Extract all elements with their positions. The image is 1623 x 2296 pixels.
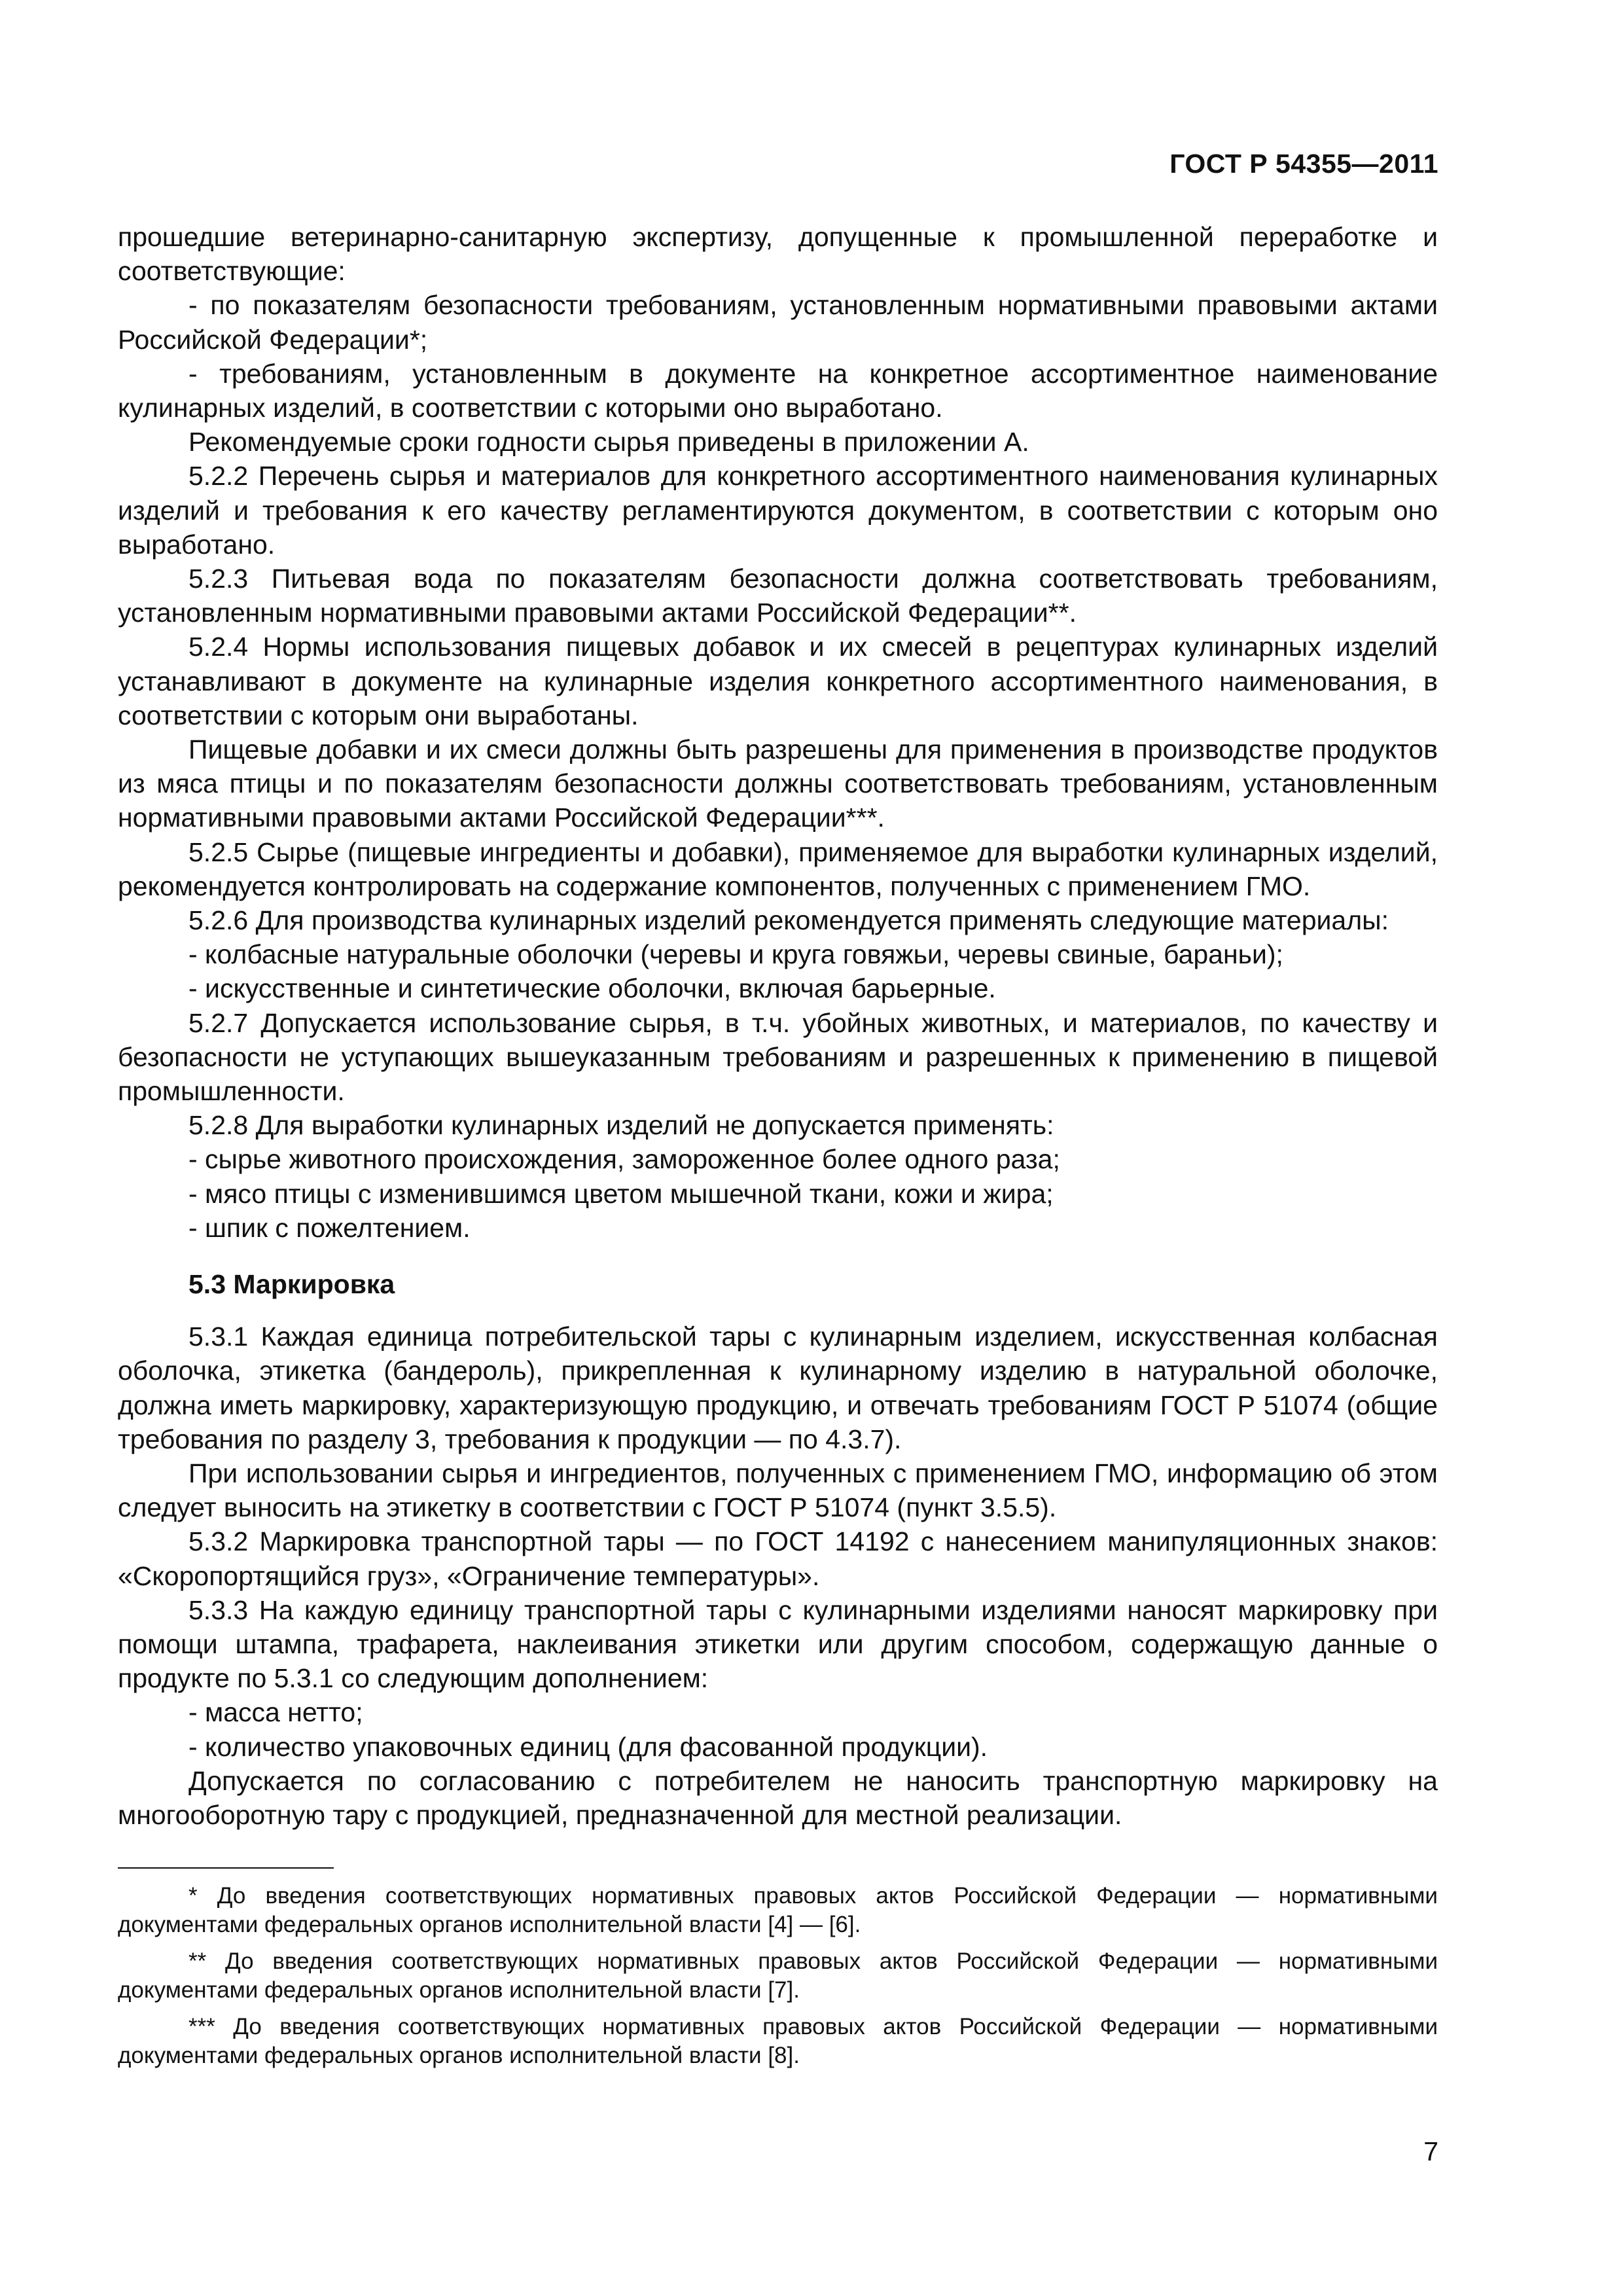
clause-5-2-3: 5.2.3 Питьевая вода по показателям безопасности должна соответствовать требованиям, установленным нормативными правовыми актами Российской Федерации**. bbox=[118, 564, 1438, 628]
footnote-2: ** До введения соответствующих нормативных правовых актов Российской Федерации — нормативными документами федеральных органов исполнительной власти [7]. bbox=[118, 1948, 1438, 2003]
clause-5-2-8: 5.2.8 Для выработки кулинарных изделий не допускается применять: bbox=[188, 1110, 1054, 1141]
clause-5-3-3: 5.3.3 На каждую единицу транспортной тары с кулинарными изделиями наносят маркировку при помощи штампа, трафарета, наклеивания этикетки или другим способом, содержащую данные о продукте по 5.3.1 со следующим дополнением: bbox=[118, 1594, 1438, 1694]
clause-5-2-4: 5.2.4 Нормы использования пищевых добавок и их смесей в рецептурах кулинарных изделий устанавливают в документе на кулинарные изделия конкретного ассортиментного наименования, в соответствии с которым они выработаны. bbox=[118, 632, 1438, 730]
list-item: - по показателям безопасности требованиям, установленным нормативными правовыми актами Российской Федерации*; bbox=[118, 290, 1438, 355]
list-item: - сырье животного происхождения, замороженное более одного раза; bbox=[188, 1144, 1060, 1175]
list-item: - масса нетто; bbox=[188, 1697, 363, 1728]
footnote-separator bbox=[118, 1867, 334, 1869]
clause-5-3-2: 5.3.2 Маркировка транспортной тары — по ГОСТ 14192 с нанесением манипуляционных знаков: «Скоропортящийся груз», «Ограничение температуры». bbox=[118, 1526, 1438, 1591]
list-item: - колбасные натуральные оболочки (черевы и круга говяжьи, черевы свиные, бараньи); bbox=[188, 939, 1283, 970]
clause-5-3-1: 5.3.1 Каждая единица потребительской тары с кулинарным изделием, искусственная колбасная оболочка, этикетка (бандероль), прикрепленная к кулинарному изделию в натуральной оболочке, должна иметь маркировку, характеризующую продукцию, и отвечать требованиям ГОСТ Р 51074 (общие требования по разделу 3, требования к продукции — по 4.3.7). bbox=[118, 1321, 1438, 1454]
clause-5-2-7: 5.2.7 Допускается использование сырья, в т.ч. убойных животных, и материалов, по качеству и безопасности не уступающих вышеуказанным требованиям и разрешенных к применению в пищевой промышленности. bbox=[118, 1007, 1438, 1107]
clause-5-2-2: 5.2.2 Перечень сырья и материалов для конкретного ассортиментного наименования кулинарных изделий и требования к его качеству регламентируются документом, в соответствии с которым оно выработано. bbox=[118, 461, 1438, 560]
paragraph: При использовании сырья и ингредиентов, полученных с применением ГМО, информацию об этом следует выносить на этикетку в соответствии с ГОСТ Р 51074 (пункт 3.5.5). bbox=[118, 1458, 1438, 1523]
footnote-3: *** До введения соответствующих нормативных правовых актов Российской Федерации — нормативными документами федеральных органов исполнительной власти [8]. bbox=[118, 2014, 1438, 2069]
footnote-1: * До введения соответствующих нормативных правовых актов Российской Федерации — нормативными документами федеральных органов исполнительной власти [4] — [6]. bbox=[118, 1883, 1438, 1938]
paragraph: Допускается по согласованию с потребителем не наносить транспортную маркировку на многооборотную тару с продукцией, предназначенной для местной реализации. bbox=[118, 1765, 1438, 1830]
clause-5-2-5: 5.2.5 Сырье (пищевые ингредиенты и добавки), применяемое для выработки кулинарных изделий, рекомендуется контролировать на содержание компонентов, полученных с применением ГМО. bbox=[118, 836, 1438, 901]
page-header-standard-id: ГОСТ Р 54355—2011 bbox=[1169, 149, 1438, 179]
list-item: - мясо птицы с изменившимся цветом мышечной ткани, кожи и жира; bbox=[188, 1178, 1054, 1209]
paragraph: прошедшие ветеринарно-санитарную экспертизу, допущенные к промышленной переработке и соответствующие: bbox=[118, 222, 1438, 287]
page-body bbox=[118, 220, 1438, 2078]
section-heading-5-3: 5.3 Маркировка bbox=[188, 1269, 395, 1300]
clause-5-2-6: 5.2.6 Для производства кулинарных изделий рекомендуется применять следующие материалы: bbox=[188, 905, 1389, 936]
list-item: - искусственные и синтетические оболочки, включая барьерные. bbox=[188, 973, 996, 1004]
list-item: - количество упаковочных единиц (для фасованной продукции). bbox=[188, 1731, 988, 1762]
list-item: - шпик с пожелтением. bbox=[188, 1212, 471, 1243]
list-item: - требованиям, установленным в документе на конкретное ассортиментное наименование кулинарных изделий, в соответствии с которыми оно выработано. bbox=[118, 358, 1438, 423]
paragraph: Пищевые добавки и их смеси должны быть разрешены для применения в производстве продуктов из мяса птицы и по показателям безопасности должны соответствовать требованиям, установленным нормативными правовыми актами Российской Федерации***. bbox=[118, 734, 1438, 833]
paragraph: Рекомендуемые сроки годности сырья приведены в приложении А. bbox=[188, 427, 1029, 457]
page-number: 7 bbox=[1423, 2136, 1438, 2166]
